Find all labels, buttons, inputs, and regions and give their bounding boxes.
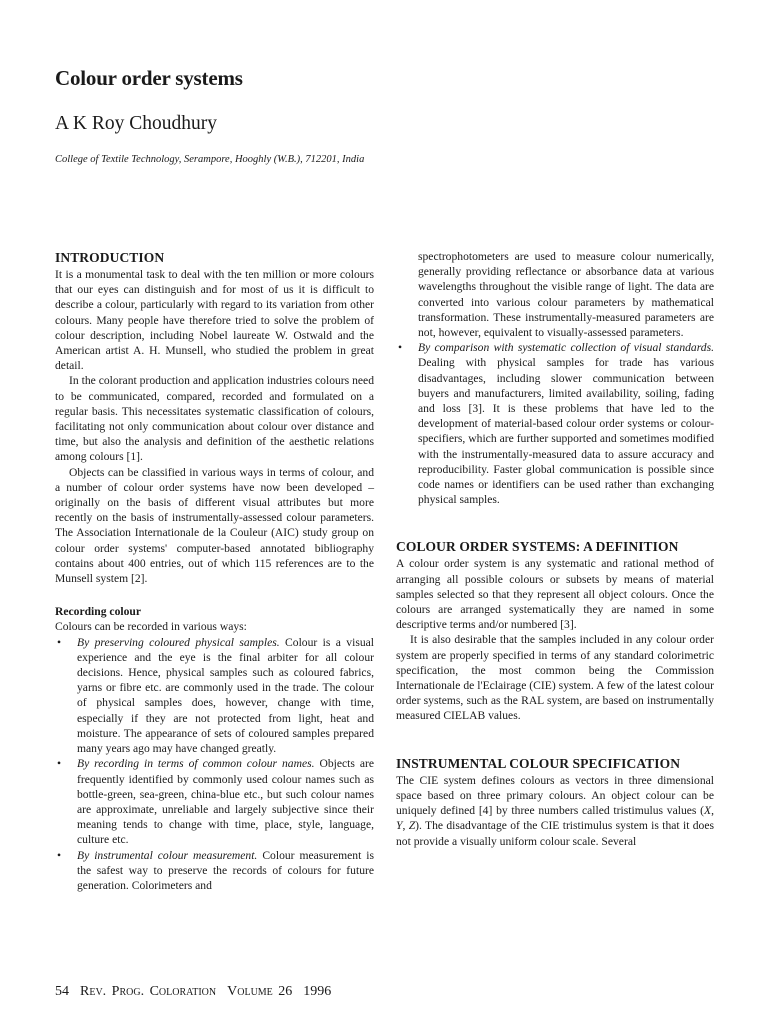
right-column bbox=[396, 249, 714, 849]
paragraph: It is a monumental task to deal with the ten million or more colours that our eyes can distinguish and for most of us it is difficult to describe a colour, particularly with regard to its variation from other colours. Many people have therefore tried to solve the problem of colour description, including Nobel laureate W. Ostwald and the American artist A. H. Munsell, who studied the problem in great detail. bbox=[55, 268, 374, 373]
list-item-text: Dealing with physical samples for trade has various disadvantages, including slower communication between buyers and manufacturers, limited availability, soiling, fading and loss [3]. It is these problems that have led to the development of material-based colour order systems or colour-specifiers, which are further supported and sometimes modified with the instrumentally-measured data to assure accuracy and reproducibility. Faster global communication is possible since code names or identifiers can be used rather than exchanging physical samples. bbox=[418, 356, 714, 507]
bullet-icon: • bbox=[57, 757, 62, 771]
page-number: 54 bbox=[55, 984, 69, 999]
recording-methods-list bbox=[55, 635, 374, 893]
publication-year: 1996 bbox=[303, 984, 332, 999]
bullet-icon: • bbox=[57, 635, 62, 649]
section-heading-instrumental: INSTRUMENTAL COLOUR SPECIFICATION bbox=[396, 755, 681, 771]
paragraph: In the colorant production and application industries colours need to be communicated, compared, recorded and formulated on a regular basis. This necessitates systematic classification of colours, facilitating not only communication about colour over distance and time, but also the analysis and definition of the aesthetic relations among colours [1]. bbox=[55, 374, 374, 464]
paper-title: Colour order systems bbox=[55, 66, 243, 90]
list-item-continuation bbox=[396, 249, 714, 340]
section-heading-definition: COLOUR ORDER SYSTEMS: A DEFINITION bbox=[396, 539, 679, 555]
list-item-lead: By preserving coloured physical samples. bbox=[77, 635, 280, 649]
text-run: ). The disadvantage of the CIE tristimulus system is that it does not provide a visually uniform colour scale. Several bbox=[396, 819, 714, 848]
list-item-lead: By comparison with systematic collection of visual standards. bbox=[418, 341, 714, 355]
tristimulus-x: X bbox=[704, 804, 712, 818]
author-name: A K Roy Choudhury bbox=[55, 113, 217, 134]
tristimulus-z: Z bbox=[408, 819, 416, 833]
tristimulus-y: Y bbox=[396, 819, 403, 833]
journal-name: Rev. Prog. Coloration bbox=[80, 984, 217, 999]
text-run: The CIE system defines colours as vectors in three dimensional space based on three primary colours. An object colour can be uniquely defined [4] by three numbers called tristimulus values ( bbox=[396, 773, 714, 818]
paragraph: Colours can be recorded in various ways: bbox=[55, 620, 247, 634]
list-item bbox=[55, 635, 374, 757]
subsection-heading-recording-colour: Recording colour bbox=[55, 605, 141, 619]
list-item-text: spectrophotometers are used to measure colour numerically, generally providing reflectance or absorbance data at various wavelengths throughout the visible range of light. The data are converted into various colour parameters by mathematical transformation. These instrumentally-measured parameters are not, however, equivalent to visually-assessed parameters. bbox=[418, 250, 714, 340]
page-footer bbox=[55, 984, 331, 1000]
volume-label: Volume bbox=[227, 984, 273, 999]
list-item-lead: By recording in terms of common colour names. bbox=[77, 757, 315, 771]
list-item bbox=[55, 756, 374, 847]
bullet-icon: • bbox=[57, 848, 62, 862]
bullet-icon: • bbox=[398, 341, 403, 355]
list-item bbox=[55, 848, 374, 894]
paragraph: It is also desirable that the samples included in any colour order system are properly specified in terms of any standard colorimetric specification, the most common being the Commission Internationale de l'Eclairage (CIE) system. A few of the latest colour order systems, such as the RAL system, are based on instrumentally measured CIELAB values. bbox=[396, 633, 714, 723]
list-item-lead: By instrumental colour measurement. bbox=[77, 848, 258, 862]
list-item bbox=[396, 340, 714, 507]
section-heading-introduction: INTRODUCTION bbox=[55, 250, 165, 265]
paragraph: The CIE system defines colours as vectors in three dimensional space based on three primary colours. An object colour can be uniquely defined [4] by three numbers called tristimulus values (X, Y, Z). The disadvantage of the CIE tristimulus system is that it does not provide a visually uniform colour scale. Several bbox=[396, 773, 714, 848]
affiliation: College of Textile Technology, Serampore, Hooghly (W.B.), 712201, India bbox=[55, 154, 365, 165]
left-column bbox=[55, 249, 374, 893]
paragraph: Objects can be classified in various ways in terms of colour, and a number of colour order systems have now been developed – originally on the basis of different visual attributes but more recently on the basis of instrumentally-assessed colour parameters. The Association Internationale de la Couleur (AIC) study group on colour order systems' computer-based annotated bibliography contains about 400 entries, out of which 115 references are to the Munsell system [2]. bbox=[55, 465, 374, 586]
recording-methods-list-continued bbox=[396, 249, 714, 507]
volume-number: 26 bbox=[278, 984, 293, 999]
list-item-text: Colour is a visual experience and the eye is the final arbiter for all colour decisions. Hence, physical samples such as coloured fabrics, yarns or fibre etc. are commonly used in the trade. The colour of physical samples does, however, change with time, especially if they are not protected from light, heat and moisture. The appearance of sets of coloured samples prepared many years ago may have changed greatly. bbox=[77, 635, 375, 756]
list-item-text: Objects are frequently identified by commonly used colour names such as bottle-green, sea-green, china-blue etc., but such colour names are approximate, unreliable and largely subjective since their meaning tends to change with time, place, style, language, culture etc. bbox=[77, 757, 375, 847]
paragraph: A colour order system is any systematic and rational method of arranging all possible colours or subsets by means of material samples selected so that they represent all object colours. Once the colours are arranged systematically they are named in some descriptive terms and/or numbered [3]. bbox=[396, 557, 714, 632]
list-item-text: Colour measurement is the safest way to preserve the records of colours for future generation. Colorimeters and bbox=[77, 848, 375, 892]
